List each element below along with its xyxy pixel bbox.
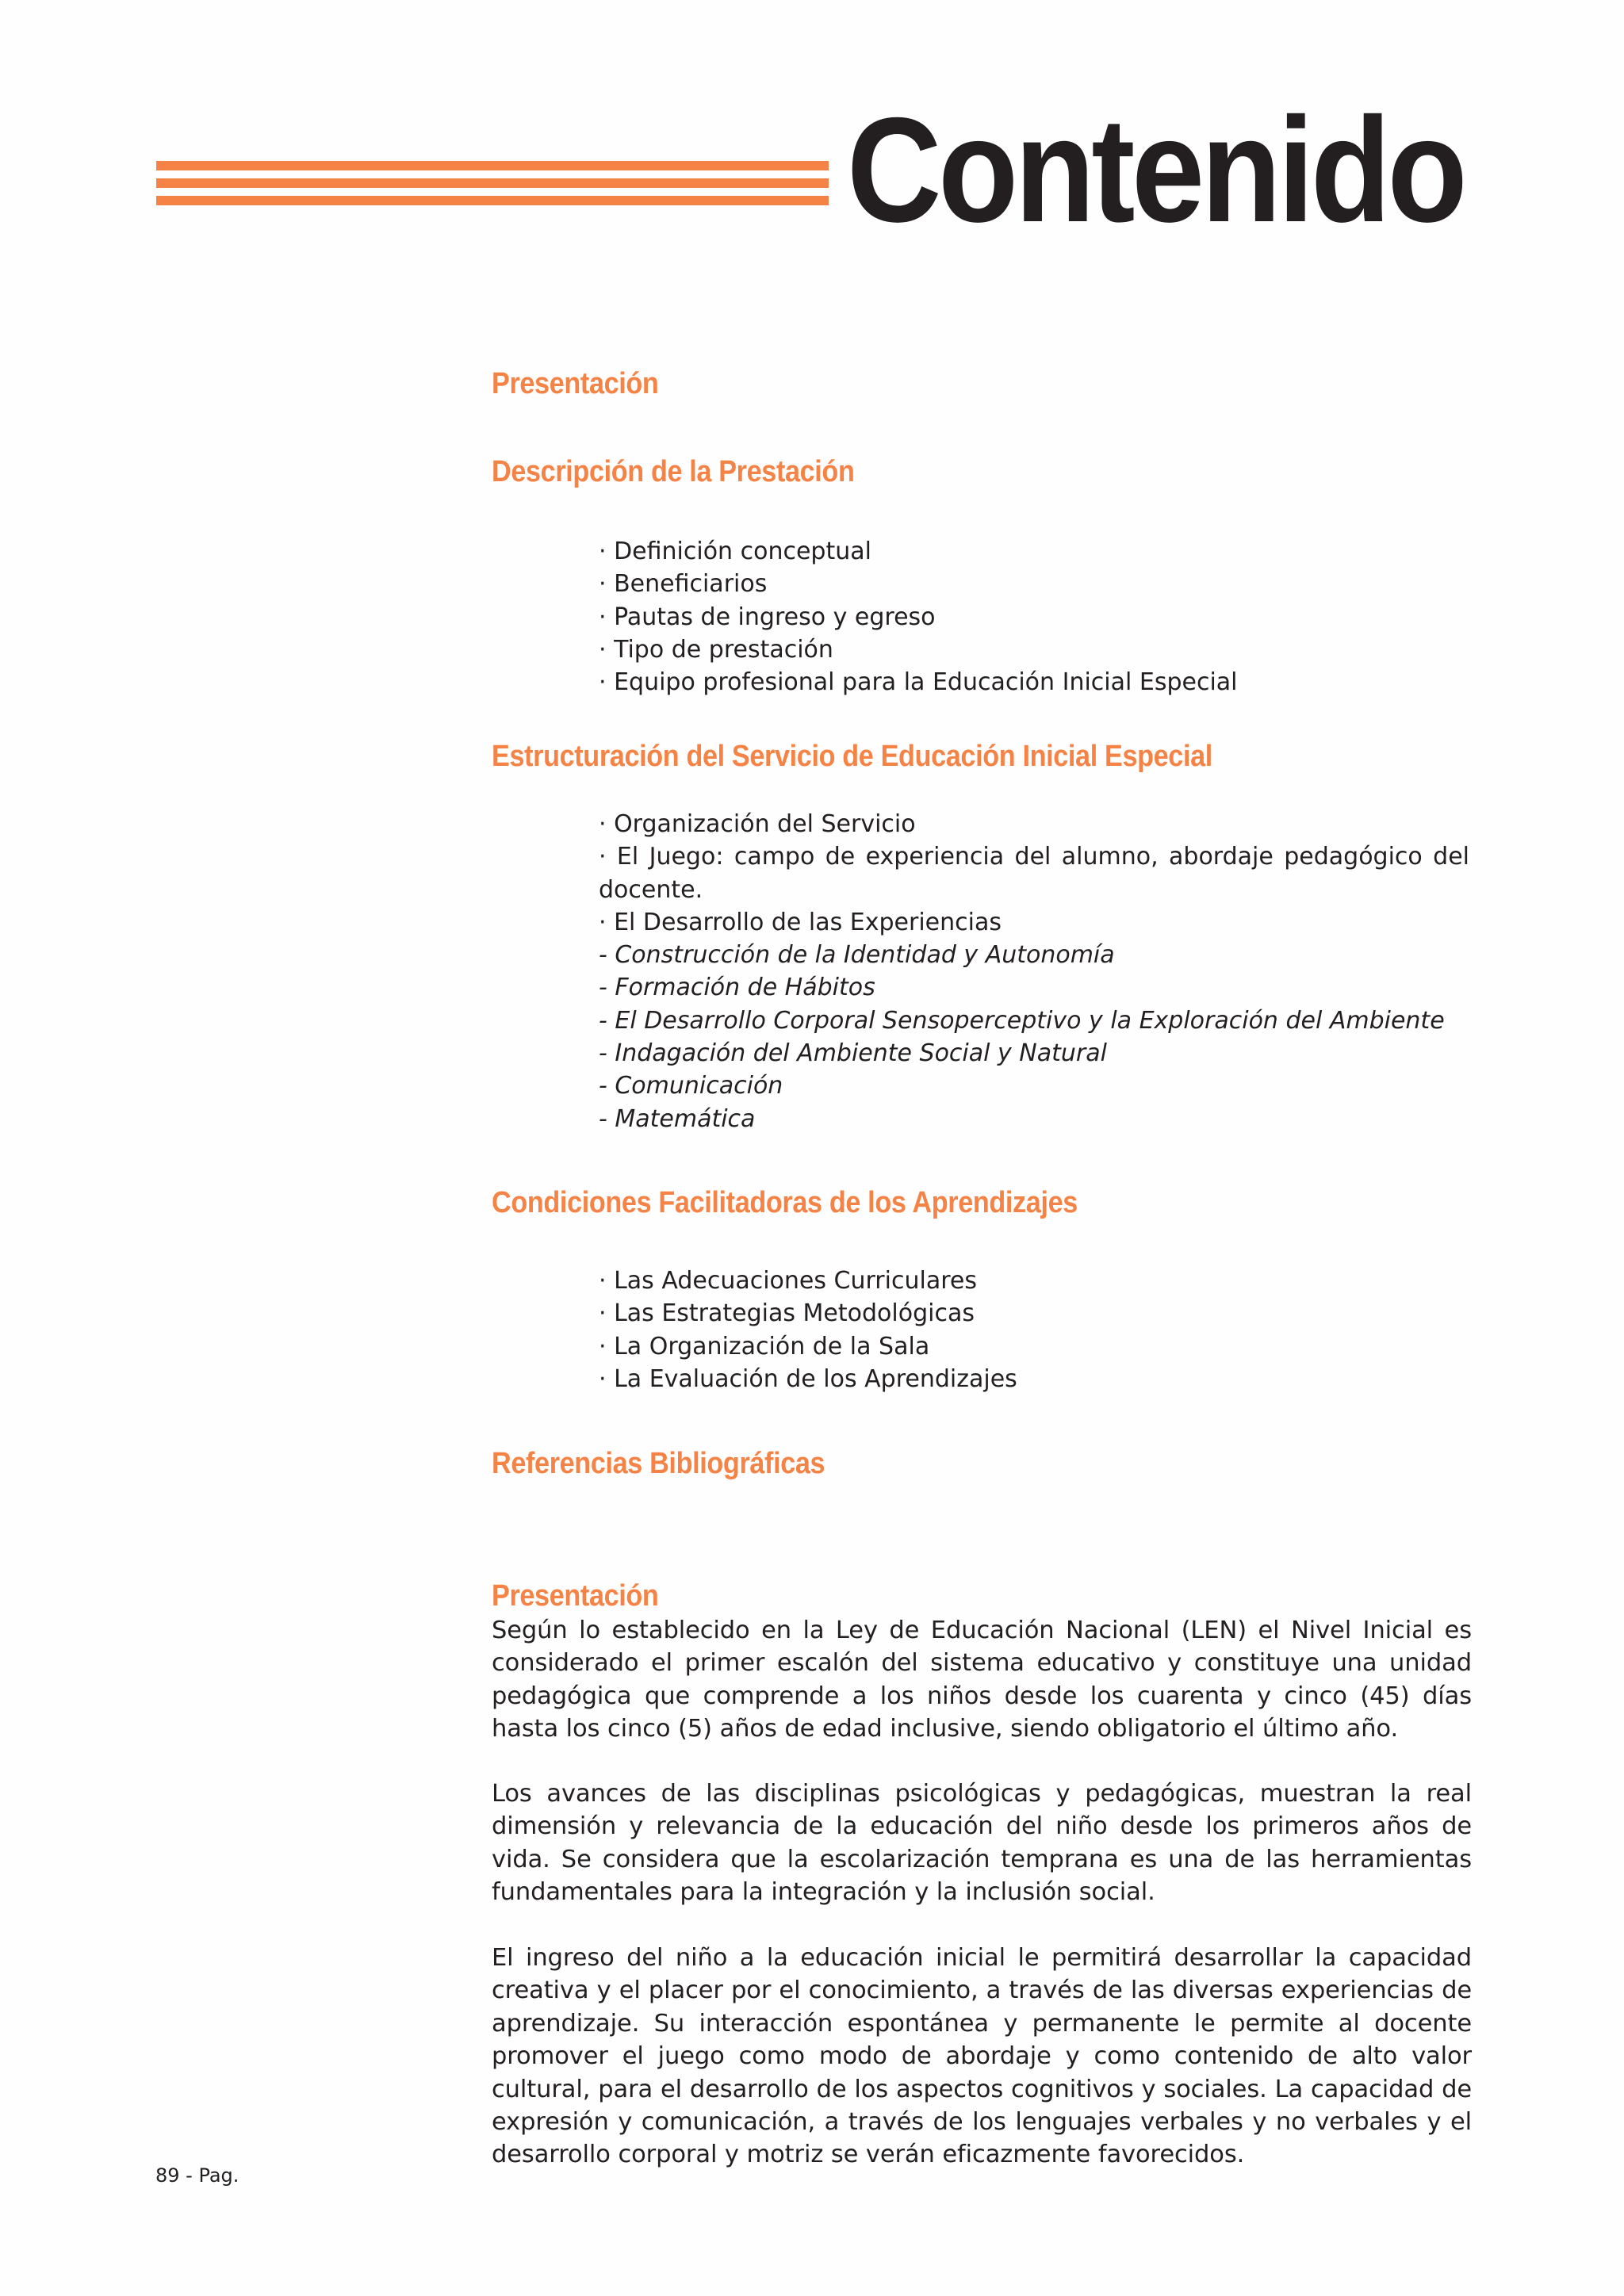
- toc-item: · Beneficiarios: [599, 570, 768, 599]
- toc-heading-referencias: Referencias Bibliográficas: [492, 1447, 825, 1480]
- body-paragraph: Los avances de las disciplinas psicológicas y pedagógicas, muestran la real dimensión y relevancia de la educación del niño desde los primeros años de vida. Se considera que la escolarización temprana es una de las herramientas fundamentales para la integración y la inclusión social.: [492, 1780, 1472, 1907]
- toc-item: · Organización del Servicio: [599, 810, 916, 838]
- toc-subitem: - Formación de Hábitos: [599, 974, 875, 1002]
- toc-heading-presentacion: Presentación: [492, 367, 659, 400]
- toc-item: · Tipo de prestación: [599, 635, 833, 664]
- header-stripe: [156, 196, 829, 205]
- toc-heading-estructuracion: Estructuración del Servicio de Educación Inicial Especial: [492, 740, 1212, 773]
- toc-subitem: - Construcción de la Identidad y Autonomía: [599, 941, 1115, 970]
- toc-heading-descripcion: Descripción de la Prestación: [492, 455, 855, 488]
- page-title: Contenido: [847, 86, 1465, 253]
- toc-item: · La Evaluación de los Aprendizajes: [599, 1364, 1017, 1393]
- toc-item: · El Juego: campo de experiencia del alumno, abordaje pedagógico del docente.: [599, 843, 1469, 904]
- header-stripe: [156, 161, 829, 170]
- toc-item: · Definición conceptual: [599, 538, 871, 565]
- header-stripe: [156, 178, 829, 188]
- toc-item: · Pautas de ingreso y egreso: [599, 603, 936, 631]
- toc-item: · La Organización de la Sala: [599, 1332, 930, 1360]
- header-stripes: [156, 161, 829, 213]
- toc-subitem: - El Desarrollo Corporal Sensoperceptivo y la Exploración del Ambiente: [599, 1006, 1445, 1035]
- body-paragraph: El ingreso del niño a la educación inicial le permitirá desarrollar la capacidad creativa y el placer por el conocimiento, a través de las diversas experiencias de aprendizaje. Su interacción espontánea y permanente le permite al docente promover el juego como modo de abordaje y como contenido de alto valor cultural, para el desarrollo de los aspectos cognitivos y sociales. La capacidad de expresión y comunicación, a través de los lenguajes verbales y no verbales y el desarrollo corporal y motriz se verán eficazmente favorecidos.: [492, 1944, 1472, 2169]
- section-heading-presentacion: Presentación: [492, 1579, 659, 1613]
- toc-list-descripcion: [599, 535, 1238, 698]
- toc-heading-condiciones: Condiciones Facilitadoras de los Aprendizajes: [492, 1186, 1078, 1219]
- toc-list-estructuracion: [599, 808, 1469, 1135]
- toc-item: · Equipo profesional para la Educación Inicial Especial: [599, 668, 1238, 697]
- toc-list-condiciones: [599, 1265, 1017, 1395]
- toc-item: · Las Adecuaciones Curriculares: [599, 1267, 977, 1295]
- toc-item: · El Desarrollo de las Experiencias: [599, 908, 1002, 936]
- page-number: 89 - Pag.: [155, 2164, 239, 2187]
- toc-item: · Las Estrategias Metodológicas: [599, 1299, 975, 1328]
- toc-subitem: - Matemática: [599, 1104, 756, 1133]
- body-paragraph: Según lo establecido en la Ley de Educación Nacional (LEN) el Nivel Inicial es considerado el primer escalón del sistema educativo y constituye una unidad pedagógica que comprende a los niños desde los cuarenta y cinco (45) días hasta los cinco (5) años de edad inclusive, siendo obligatorio el último año.: [492, 1617, 1472, 1743]
- toc-subitem: - Comunicación: [599, 1072, 783, 1100]
- toc-subitem: - Indagación del Ambiente Social y Natural: [599, 1039, 1107, 1068]
